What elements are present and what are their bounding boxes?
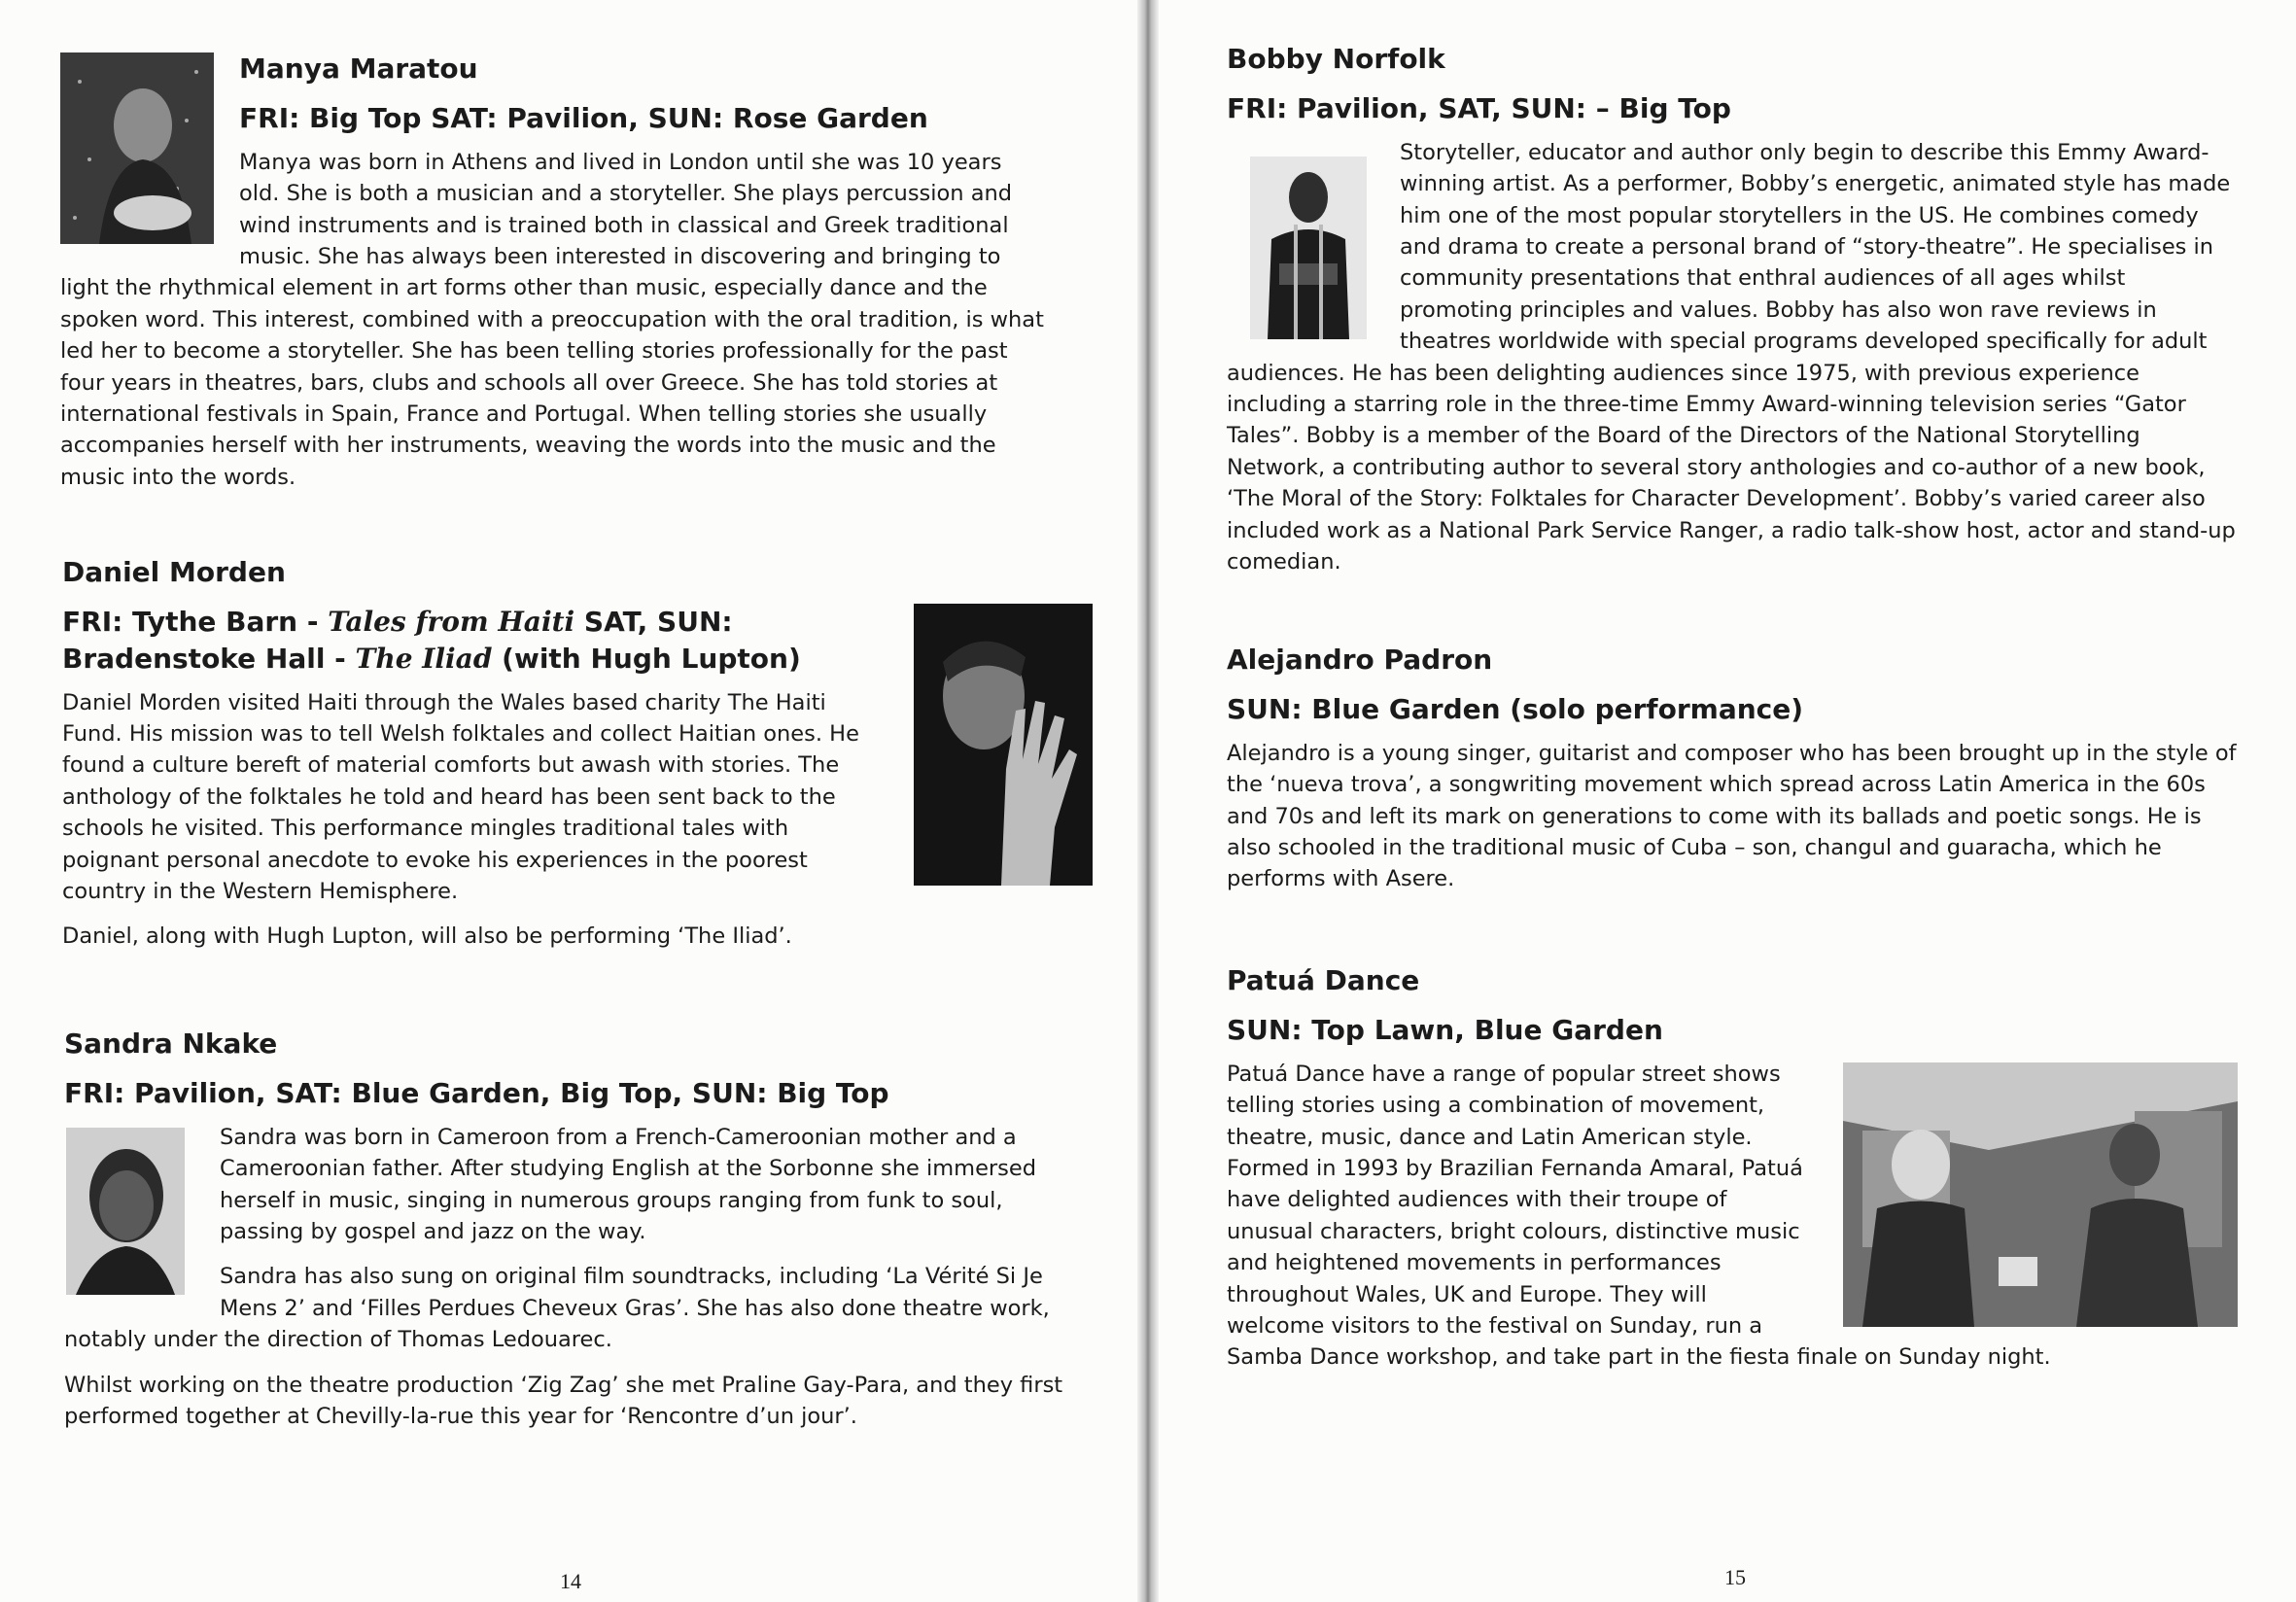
- performer-name: Daniel Morden: [62, 556, 286, 588]
- performer-bio: Sandra has also sung on original film soundtracks, including ‘La Vérité Si Je Mens 2’ and ‘Filles Perdues Cheveux Gras’. She has also done theatre work, notably under the direction of Thomas Ledouarec.: [64, 1264, 1050, 1353]
- performer-schedule: FRI: Pavilion, SAT, SUN: – Big Top: [1227, 92, 1731, 124]
- performer-bio: Manya was born in Athens and lived in London until she was 10 years old. She is both a musician and a storyteller. She plays percussion and wind instruments and is trained both in classical and Greek traditional music. She has always been interested in discovering and bringing to light the rhythmical element in art forms other than music, especially dance and the spoken word. This interest, combined with a preoccupation with the oral tradition, is what led her to become a storyteller. She has been telling stories professionally for the past four years in theatres, bars, clubs and schools all over Greece. She has told stories at international festivals in Spain, France and Portugal. When telling stories she usually accompanies herself with her instruments, weaving the words into the music and the music into the words.: [60, 149, 1044, 490]
- performer-name: Bobby Norfolk: [1227, 43, 1445, 75]
- performer-schedule: FRI: Big Top SAT: Pavilion, SUN: Rose Garden: [239, 102, 928, 134]
- section-patua-dance: [1227, 964, 2238, 1387]
- bobby-norfolk-photo: [1250, 157, 1367, 339]
- performer-bio: Patuá Dance have a range of popular street shows telling stories using a combination of movement, theatre, music, dance and Latin American style. Formed in 1993 by Brazilian Fernanda Amaral, Patuá have delighted audiences with their troupe of unusual characters, bright colours, distinctive music and heightened movements in performances throughout Wales, UK and Europe. They will welcome visitors to the festival on Sunday, run a Samba Dance workshop, and take part in the fiesta finale on Sunday night.: [1227, 1061, 2051, 1371]
- book-gutter: [1137, 0, 1159, 1602]
- page-number: 14: [560, 1569, 581, 1593]
- section-manya-maratou: [60, 52, 1047, 506]
- section-daniel-morden: [62, 556, 1093, 966]
- performer-schedule: SUN: Top Lawn, Blue Garden: [1227, 1014, 1663, 1046]
- schedule-part: (with Hugh Lupton): [492, 642, 801, 675]
- section-bobby-norfolk: [1227, 43, 2238, 591]
- schedule-title: The Iliad: [355, 642, 493, 675]
- performer-name: Alejandro Padron: [1227, 644, 1493, 676]
- schedule-part: SAT, SUN: Bradenstoke Hall -: [62, 606, 733, 675]
- right-page: [1159, 0, 2296, 1602]
- performer-bio: Alejandro is a young singer, guitarist and composer who has been brought up in the style of the ‘nueva trova’, a songwriting movement which spread across Latin America in the 60s and 70s and left its mark on generations to come with its ballads and poetic songs. He is also schooled in the traditional music of Cuba – son, changul and guaracha, which he performs with Asere.: [1227, 740, 2237, 892]
- section-alejandro-padron: [1227, 644, 2238, 909]
- schedule-part: FRI: Tythe Barn -: [62, 606, 329, 638]
- performer-schedule: SUN: Blue Garden (solo performance): [1227, 693, 1804, 725]
- daniel-morden-photo: [914, 604, 1093, 886]
- performer-bio: Daniel Morden visited Haiti through the Wales based charity The Haiti Fund. His mission was to tell Welsh folktales and collect Haitian ones. He found a culture bereft of material comforts but awash with stories. The anthology of the folktales he told and heard has been sent back to the schools he visited. This performance mingles traditional tales with poignant personal anecdote to evoke his experiences in the poorest country in the Western Hemisphere.: [62, 689, 859, 905]
- performer-schedule: FRI: Pavilion, SAT: Blue Garden, Big Top, SUN: Big Top: [64, 1077, 889, 1109]
- performer-bio: Whilst working on the theatre production ‘Zig Zag’ she met Praline Gay-Para, and they first performed together at Chevilly-la-rue this year for ‘Rencontre d’un jour’.: [64, 1372, 1063, 1430]
- performer-bio: Storyteller, educator and author only begin to describe this Emmy Award-winning artist. As a performer, Bobby’s energetic, animated style has made him one of the most popular storytellers in the US. He combines comedy and drama to create a personal brand of “story-theatre”. He specialises in community presentations that enthral audiences of all ages whilst promoting principles and values. Bobby has also won rave reviews in theatres worldwide with special programs developed specifically for adult audiences. He has been delighting audiences since 1975, with previous experience including a starring role in the three-time Emmy Award-winning television series “Gator Tales”. Bobby is a member of the Board of the Directors of the National Storytelling Network, a contributing author to several story anthologies and co-author of a new book, ‘The Moral of the Story: Folktales for Character Development’. Bobby’s varied career also included work as a National Park Service Ranger, a radio talk-show host, actor and stand-up comedian.: [1227, 139, 2236, 575]
- performer-bio: Daniel, along with Hugh Lupton, will also be performing ‘The Iliad’.: [62, 923, 792, 950]
- schedule-title: Tales from Haiti: [328, 606, 575, 638]
- sandra-nkake-photo: [66, 1128, 185, 1295]
- performer-name: Manya Maratou: [239, 52, 478, 85]
- performer-bio: Sandra was born in Cameroon from a French-Cameroonian mother and a Cameroonian father. After studying English at the Sorbonne she immersed herself in music, singing in numerous groups ranging from funk to soul, passing by gospel and jazz on the way.: [220, 1124, 1037, 1245]
- performer-name: Patuá Dance: [1227, 964, 1420, 996]
- performer-name: Sandra Nkake: [64, 1027, 278, 1060]
- section-sandra-nkake: [64, 1027, 1070, 1445]
- left-page: [0, 0, 1137, 1602]
- page-number: 15: [1724, 1565, 1746, 1589]
- manya-maratou-photo: [60, 52, 214, 244]
- patua-dance-photo: [1843, 1062, 2238, 1327]
